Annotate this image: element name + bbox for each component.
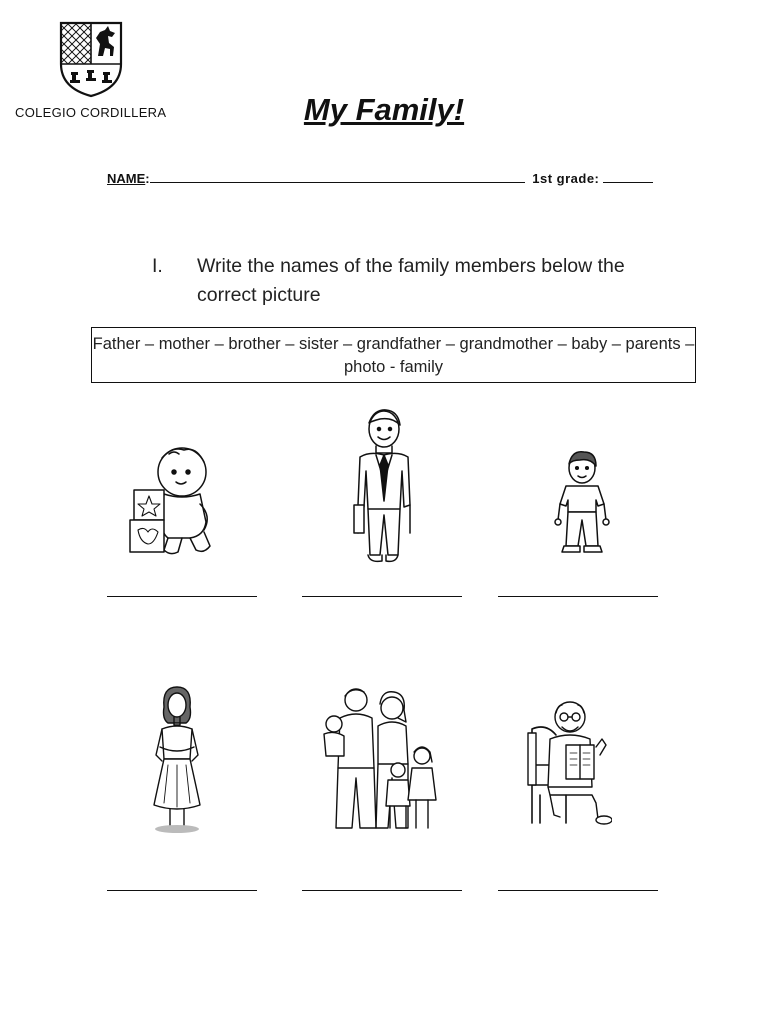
mother-icon (148, 685, 206, 835)
name-blank-field[interactable] (150, 170, 525, 183)
grade-blank-field[interactable] (603, 170, 653, 183)
family-group-icon (322, 682, 440, 834)
father-icon (340, 405, 426, 567)
page-title: My Family! (303, 92, 465, 127)
baby-with-blocks-icon (124, 440, 216, 558)
boy-brother-icon (552, 448, 612, 558)
name-grade-line (107, 170, 653, 186)
instruction-text: Write the names of the family members below the correct picture (197, 255, 625, 306)
answer-blank-4[interactable] (107, 890, 257, 891)
name-label: NAME (107, 171, 146, 186)
school-name: COLEGIO CORDILLERA (15, 105, 167, 120)
instruction-number: I. (152, 255, 163, 277)
word-bank: Father – mother – brother – sister – grandfather – grandmother – baby – parents – photo - family (91, 327, 696, 383)
grade-label: 1st grade: (532, 171, 600, 186)
answer-blank-1[interactable] (107, 596, 257, 597)
grandfather-reading-icon (526, 695, 612, 827)
school-crest-icon (58, 20, 124, 98)
name-colon: : (145, 171, 150, 186)
answer-blank-5[interactable] (302, 890, 462, 891)
answer-blank-2[interactable] (302, 596, 462, 597)
answer-blank-3[interactable] (498, 596, 658, 597)
answer-blank-6[interactable] (498, 890, 658, 891)
